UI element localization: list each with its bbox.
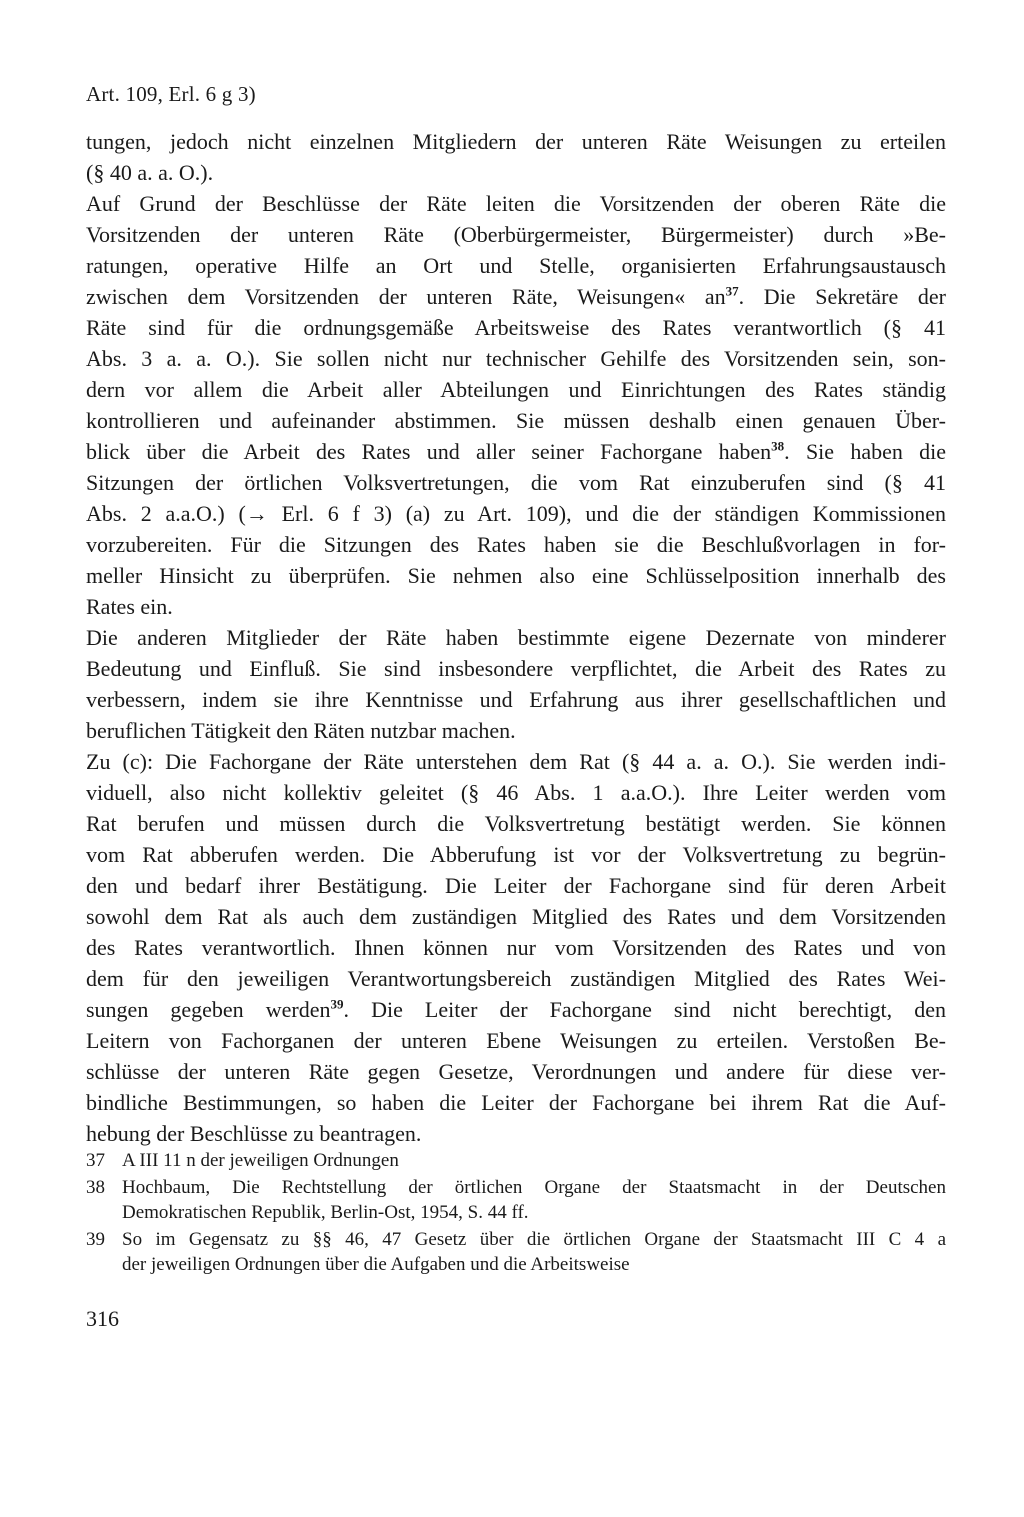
text-line-with-footnote [86,436,946,467]
paragraph-3 [86,622,946,746]
text-line: Sitzungen der örtlichen Volksvertretungen, die vom Rat einzuberufen sind (§ 41 [86,470,946,495]
text-line: den und bedarf ihrer Bestätigung. Die Leiter der Fachorgane sind für deren Arbeit [86,873,946,898]
text-line: Zu (c): Die Fachorgane der Räte unterstehen dem Rat (§ 44 a. a. O.). Sie werden indi- [86,749,946,774]
text-line: Die anderen Mitglieder der Räte haben bestimmte eigene Dezernate von minderer [86,625,946,650]
text-line: sowohl dem Rat als auch dem zuständigen Mitglied des Rates und dem Vorsitzenden [86,904,946,929]
footnote-38 [86,1175,946,1225]
paragraph-4 [86,746,946,1149]
text-line: hebung der Beschlüsse zu beantragen. [86,1121,422,1146]
text-fragment: . Sie haben die [784,439,946,464]
footnote-number: 37 [86,1150,105,1171]
text-line: viduell, also nicht kollektiv geleitet (§ 46 Abs. 1 a.a.O.). Ihre Leiter werden vom [86,780,946,805]
text-line: ratungen, operative Hilfe an Ort und Stelle, organisierten Erfahrungsaustausch [86,253,946,278]
text-line: Rat berufen und müssen durch die Volksvertretung bestätigt werden. Sie können [86,811,946,836]
footnote-text [122,1227,946,1277]
document-page [86,0,946,1517]
text-line: beruflichen Tätigkeit den Räten nutzbar machen. [86,718,516,743]
text-fragment: zwischen dem Vorsitzenden der unteren Räte, Weisungen« an [86,284,726,309]
text-line: Bedeutung und Einfluß. Sie sind insbesondere verpflichtet, die Arbeit des Rates zu [86,656,946,681]
text-line: meller Hinsicht zu überprüfen. Sie nehmen also eine Schlüsselposition innerhalb des [86,563,946,588]
text-line: verbessern, indem sie ihre Kenntnisse und Erfahrung aus ihrer gesellschaftlichen und [86,687,946,712]
paragraph-1 [86,126,946,188]
text-line: bindliche Bestimmungen, so haben die Leiter der Fachorgane bei ihrem Rat die Auf- [86,1090,946,1115]
text-line: schlüsse der unteren Räte gegen Gesetze, Verordnungen und andere für diese ver- [86,1059,946,1084]
text-line: der jeweiligen Ordnungen über die Aufgaben und die Arbeitsweise [122,1254,630,1275]
text-line: A III 11 n der jeweiligen Ordnungen [122,1150,399,1171]
text-line: Abs. 2 a.a.O.) (→ Erl. 6 f 3) (a) zu Art. 109), und die der ständigen Kommissionen [86,501,946,526]
text-line: Hochbaum, Die Rechtstellung der örtlichen Organe der Staatsmacht in der Deutschen [122,1177,946,1198]
text-fragment: blick über die Arbeit des Rates und aller seiner Fachorgane haben [86,439,772,464]
text-line: dem für den jeweiligen Verantwortungsbereich zuständigen Mitglied des Rates Wei- [86,966,946,991]
text-line: des Rates verantwortlich. Ihnen können nur vom Vorsitzenden des Rates und von [86,935,946,960]
footnote-ref-37: 37 [725,283,739,299]
text-line: Räte sind für die ordnungsgemäße Arbeitsweise des Rates verantwortlich (§ 41 [86,315,946,340]
page-number: 316 [86,1306,119,1331]
text-line-with-footnote [86,994,946,1025]
text-line: Rates ein. [86,594,173,619]
footnotes [86,1148,946,1279]
text-line: kontrollieren und aufeinander abstimmen. Sie müssen deshalb einen genauen Über- [86,408,946,433]
text-line: dern vor allem die Arbeit aller Abteilungen und Einrichtungen des Rates ständig [86,377,946,402]
footnote-ref-39: 39 [330,996,344,1012]
running-head: Art. 109, Erl. 6 g 3) [86,82,256,106]
text-line: Leitern von Fachorganen der unteren Ebene Weisungen zu erteilen. Verstoßen Be- [86,1028,946,1053]
text-line: vom Rat abberufen werden. Die Abberufung ist vor der Volksvertretung zu begrün- [86,842,946,867]
text-line: So im Gegensatz zu §§ 46, 47 Gesetz über die örtlichen Organe der Staatsmacht III C 4 a [122,1229,946,1250]
paragraph-2 [86,188,946,622]
text-fragment: sungen gegeben werden [86,997,331,1022]
text-line: Abs. 3 a. a. O.). Sie sollen nicht nur technischer Gehilfe des Vorsitzenden sein, son- [86,346,946,371]
text-line: Vorsitzenden der unteren Räte (Oberbürgermeister, Bürgermeister) durch »Be- [86,222,946,247]
footnote-text [122,1175,946,1225]
text-line: Demokratischen Republik, Berlin-Ost, 1954, S. 44 ff. [122,1202,529,1223]
text-line: vorzubereiten. Für die Sitzungen des Rates haben sie die Beschlußvorlagen in for- [86,532,946,557]
footnote-number: 39 [86,1229,105,1250]
text-line: Auf Grund der Beschlüsse der Räte leiten die Vorsitzenden der oberen Räte die [86,191,946,216]
text-fragment: . Die Leiter der Fachorgane sind nicht berechtigt, den [343,997,946,1022]
text-line: (§ 40 a. a. O.). [86,160,214,185]
text-line: tungen, jedoch nicht einzelnen Mitgliedern der unteren Räte Weisungen zu erteilen [86,129,946,154]
text-fragment: . Die Sekretäre der [738,284,946,309]
footnote-number: 38 [86,1177,105,1198]
footnote-text [122,1148,946,1173]
footnote-37 [86,1148,946,1173]
text-line-with-footnote [86,281,946,312]
footnote-ref-38: 38 [771,438,785,454]
body-text [86,126,946,1149]
footnote-39 [86,1227,946,1277]
